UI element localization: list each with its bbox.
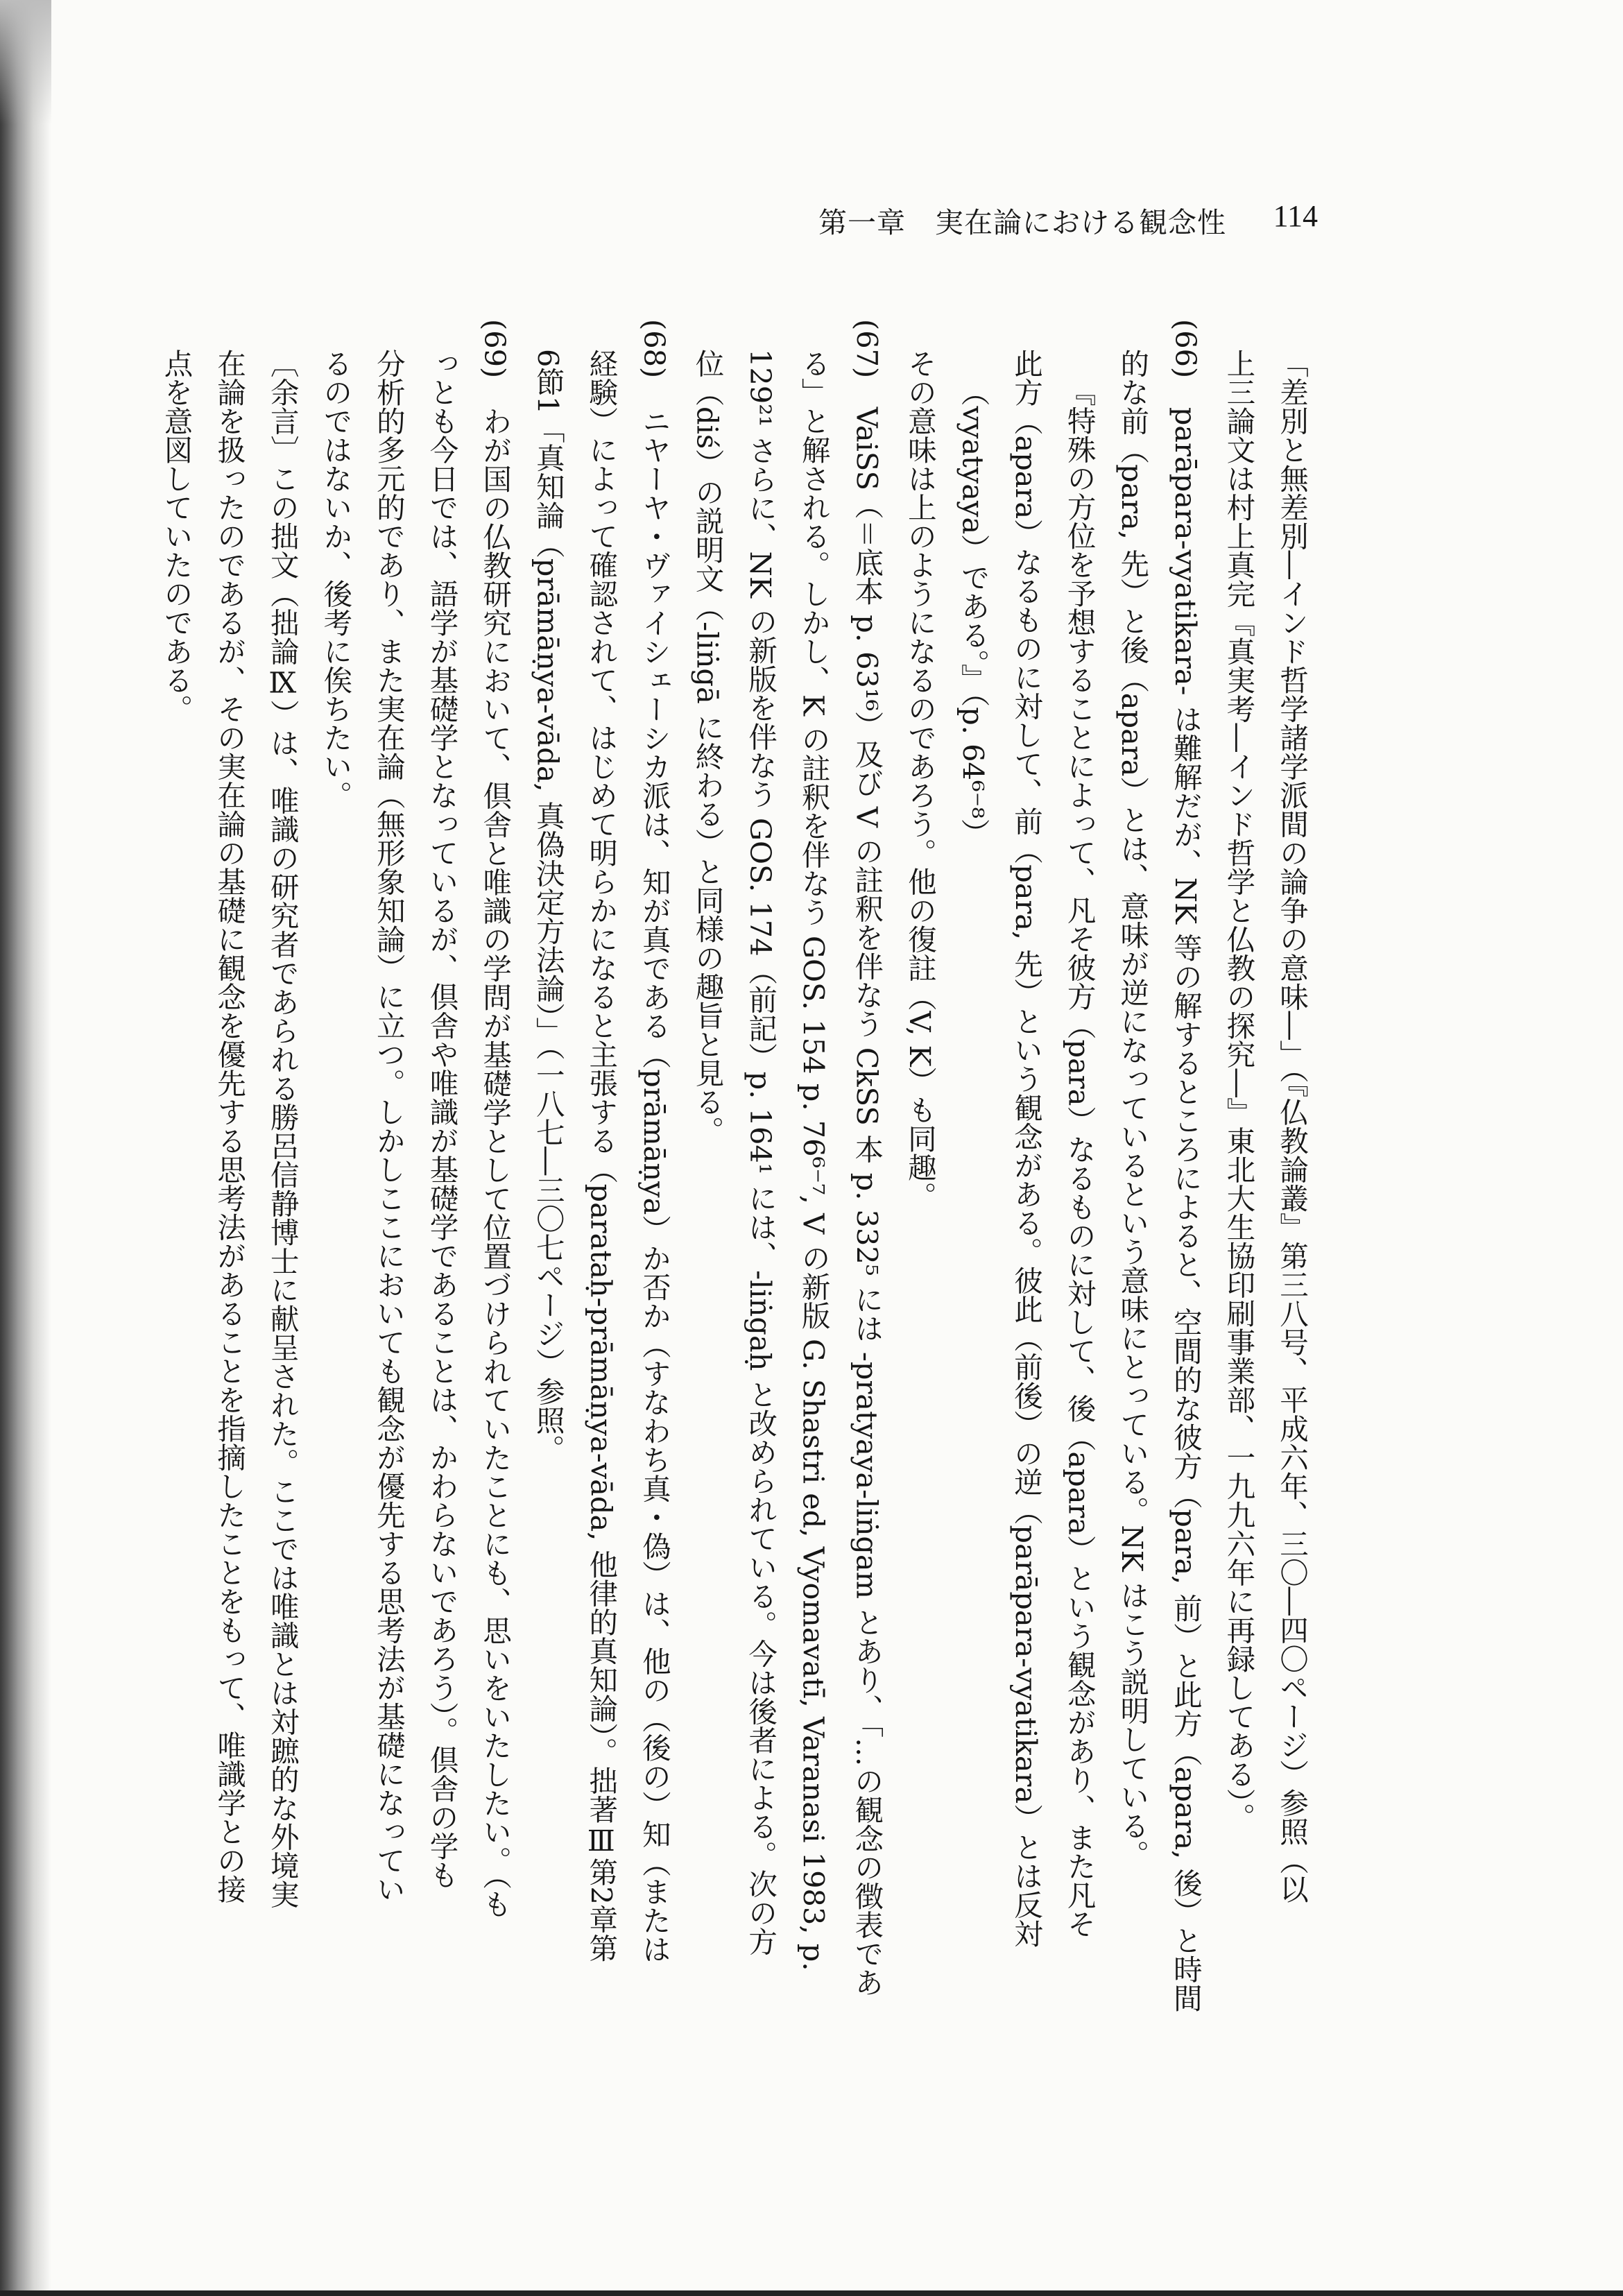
chapter-title: 第一章 実在論における観念性 — [818, 206, 1226, 239]
page-bottom-edge — [0, 2290, 1623, 2296]
text-line: 位（diś）の説明文（-liṅgā に終わる）と同様の趣旨と見る。 — [690, 349, 725, 1145]
text-line: るのではないか、後考に俟ちたい。 — [318, 349, 353, 809]
text-line: 129²¹ さらに、NK の新版を伴なう GOS. 174（前記）p. 164¹ には、-liṅgaḥ と改められている。今は後者による。次の方 — [744, 349, 778, 1956]
text-line: 『特殊の方位を予想することによって、凡そ彼方（para）なるものに対して、後（apara）という観念があり、また凡そ — [1062, 377, 1097, 1939]
scan-edge-shadow-top — [0, 0, 51, 125]
text-line: その意味は上のようになるのであろう。他の復註（V, K）も同趣。 — [902, 349, 937, 1211]
scan-edge-shadow — [0, 0, 51, 2296]
text-line: 点を意図していたのである。 — [159, 349, 194, 723]
page-number: 114 — [1273, 199, 1318, 233]
afterword-line: 〔余言〕この拙文（拙論Ⅸ）は、唯識の研究者であられる勝呂信静博士に献呈された。ここでは唯識とは対蹠的な外境実 — [265, 349, 300, 1909]
note-69: (69) わが国の仏教研究において、倶舎と唯識の学問が基礎学として位置づけられていたことにも、思いをいたしたい。（も — [478, 319, 513, 1919]
text-line: 上三論文は村上真完『真実考―インド哲学と仏教の探究―』東北大生協印刷事業部、一九九六年に再録してある）。 — [1221, 349, 1256, 1832]
note-67: (67) VaiSS（＝底本 p. 63¹⁶）及び V の註釈を伴なう CkSS 本 p. 332⁵ には -pratyaya-liṅgam とあり、「…の観念の徴表であ — [850, 319, 884, 1997]
text-line: っとも今日では、語学が基礎学となっているが、倶舎や唯識が基礎学であることは、かわらないであろう）。倶舎の学も — [424, 349, 459, 1890]
text-line: 分析的多元的であり、また実在論（無形象知論）に立つ。しかしここにおいても観念が優先する思考法が基礎になってい — [371, 349, 406, 1903]
note-68: (68) ニヤーヤ・ヴァイシェーシカ派は、知が真である（prāmāṇya）か否か（すなわち真・偽）は、他の（後の）知（または — [637, 319, 671, 1964]
text-line: 「差別と無差別―インド哲学諸学派間の論争の意味―」（『仏教論叢』第三八号、平成六年、三〇―四〇ページ）参照（以 — [1275, 349, 1309, 1903]
text-line: （vyatyaya）である。』（p. 64⁶⁻⁸） — [956, 377, 990, 848]
text-line: る」と解される。しかし、K の註釈を伴なう GOS. 154 p. 76⁶⁻⁷, V の新版 G. Shastri ed, Vyomavatī, Varanasi 1983, p. — [796, 349, 831, 1971]
text-line: 経験）によって確認されて、はじめて明らかになると主張する（parataḥ-prāmāṇya-vāda, 他律的真知論）。拙著Ⅲ第2章第 — [584, 349, 619, 1962]
text-line: 的な前（para, 先）と後（apara）とは、意味が逆になっているという意味にとっている。NK はこう説明している。 — [1115, 349, 1150, 1869]
note-66: (66) parāpara-vyatikara- は難解だが、NK 等の解するところによると、空間的な彼方（para, 前）と此方（apara, 後）と時間 — [1168, 319, 1203, 2013]
text-line: 此方（apara）なるものに対して、前（para, 先）という観念がある。彼此（前後）の逆（parāpara-vyatikara）とは反対 — [1009, 349, 1044, 1948]
text-line: 在論を扱ったのであるが、その実在論の基礎に観念を優先する思考法があることを指摘したことをもって、唯識学との接 — [212, 349, 247, 1903]
text-line: 6節1「真知論（prāmāṇya-vāda, 真偽決定方法論）」（一八七―三〇七ページ）参照。 — [531, 349, 565, 1464]
running-header — [818, 200, 1318, 241]
vertical-body-text — [159, 319, 1318, 2109]
